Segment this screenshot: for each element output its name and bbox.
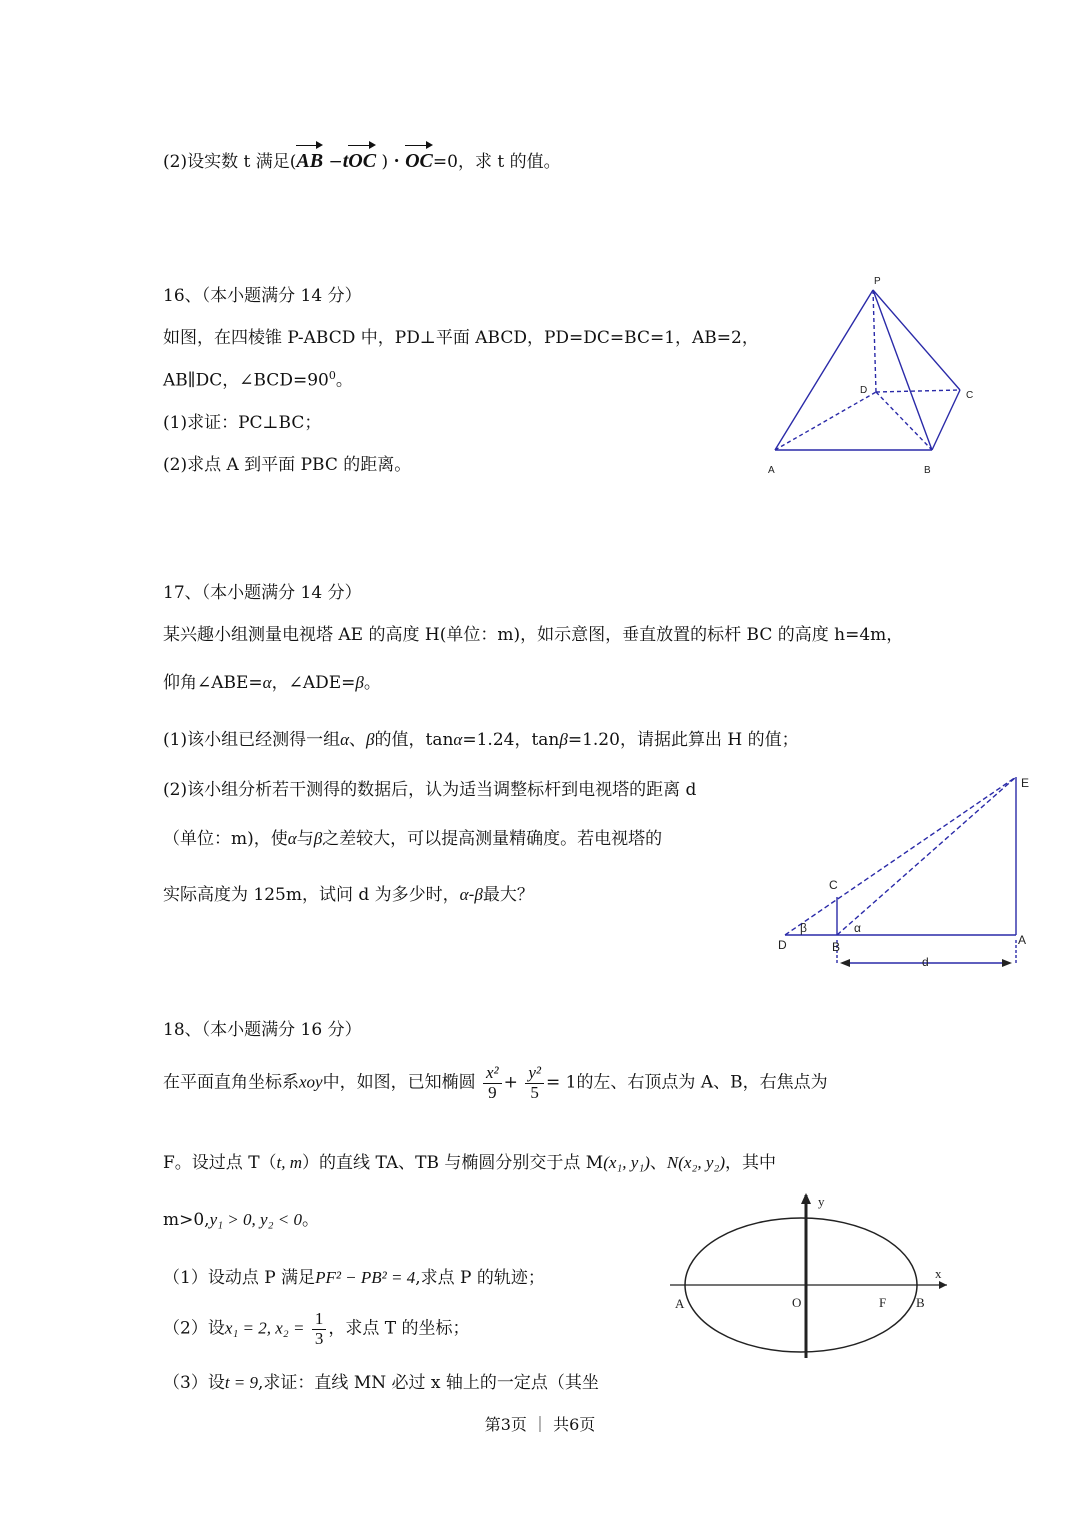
label-a: A <box>675 1296 685 1311</box>
q17-line2: 仰角∠ABE=α，∠ADE=β。 <box>163 673 381 693</box>
q17-part2-line3: 实际高度为 125m，试问 d 为多少时，α-β最大？ <box>163 885 534 905</box>
label-beta: β <box>800 921 807 935</box>
label-b: B <box>832 940 841 954</box>
q16-header: 16、（本小题满分 14 分） <box>163 286 362 306</box>
tower-figure <box>770 765 1040 975</box>
label-a: A <box>1018 933 1027 947</box>
label-c: C <box>966 390 974 401</box>
q17-part2-line2: （单位：m)，使α与β之差较大，可以提高测量精确度。若电视塔的 <box>163 829 663 849</box>
label-o: O <box>792 1295 802 1310</box>
q16-part1: (1)求证：PC⊥BC； <box>163 413 322 433</box>
label-b: B <box>924 465 931 476</box>
q16-part2: (2)求点 A 到平面 PBC 的距离。 <box>163 455 412 475</box>
label-y: y <box>818 1194 825 1209</box>
q18-part3: （3）设t = 9,求证：直线 MN 必过 x 轴上的一定点（其坐 <box>163 1373 599 1393</box>
label-a: A <box>768 465 775 476</box>
q17-part1: (1)该小组已经测得一组α、β的值，tanα=1.24，tanβ=1.20，请据此算出 H 的值； <box>163 730 799 750</box>
label-f: F <box>879 1295 887 1310</box>
q18-header: 18、（本小题满分 16 分） <box>163 1020 362 1040</box>
label-d: D <box>778 938 787 952</box>
label-x: x <box>935 1266 942 1281</box>
q18-part2: （2）设x₁ = 2, x₂ = $\frac{1}{3}$ ，求点 T 的坐标； <box>163 1309 470 1348</box>
q18-line1: 在平面直角坐标系xoy中，如图，已知椭圆 $\frac{\text{x²}}{9}$ + $\frac{\text{y²}}{5}$ = 1的左、右顶点为 A、B，右焦点为 <box>163 1063 828 1102</box>
vector-ab: AB <box>296 150 324 172</box>
label-c: C <box>829 878 838 892</box>
q16-line1: 如图，在四棱锥 P-ABCD 中，PD⊥平面 ABCD，PD=DC=BC=1，AB=2， <box>163 328 759 348</box>
q17-header: 17、（本小题满分 14 分） <box>163 583 362 603</box>
label-alpha: α <box>854 921 861 935</box>
fraction-y2-5: $\frac{\text{y²}}{5}$ <box>525 1064 544 1102</box>
q15-part2-line: (2)设实数 t 满足(AB −tOC )・OC=0，求 t 的值。 <box>163 150 561 172</box>
fraction-1-3: $\frac{1}{3}$ <box>312 1310 327 1348</box>
q18-part1: （1）设动点 P 满足PF² − PB² = 4,求点 P 的轨迹； <box>163 1268 545 1288</box>
page-footer: 第3页 ｜ 共6页 <box>484 1415 596 1434</box>
label-d: D <box>860 385 868 396</box>
pyramid-figure <box>760 270 990 485</box>
vector-oc: OC <box>348 150 377 172</box>
ellipse-figure <box>665 1190 955 1365</box>
q17-part2-line1: (2)该小组分析若干测得的数据后，认为适当调整标杆到电视塔的距离 d <box>163 780 697 800</box>
label-d-distance: d <box>922 955 929 969</box>
fraction-x2-9: $\frac{\text{x²}}{9}$ <box>483 1064 502 1102</box>
q18-line3: m>0,y₁ > 0, y₂ < 0。 <box>163 1210 319 1230</box>
vector-oc-2: OC <box>405 150 433 172</box>
label-p: P <box>874 276 881 287</box>
label-e: E <box>1021 776 1030 790</box>
q16-line2: AB∥DC，$\angle BCD=90^0$。 <box>163 369 353 391</box>
label-b: B <box>916 1295 925 1310</box>
q17-line1: 某兴趣小组测量电视塔 AE 的高度 H(单位：m)，如示意图，垂直放置的标杆 BC 的高度 h=4m， <box>163 625 904 645</box>
q18-line2: F。设过点 T（t, m）的直线 TA、TB 与椭圆分别交于点 M(x₁, y₁)、N(x₂, y₂)，其中 <box>163 1153 776 1173</box>
